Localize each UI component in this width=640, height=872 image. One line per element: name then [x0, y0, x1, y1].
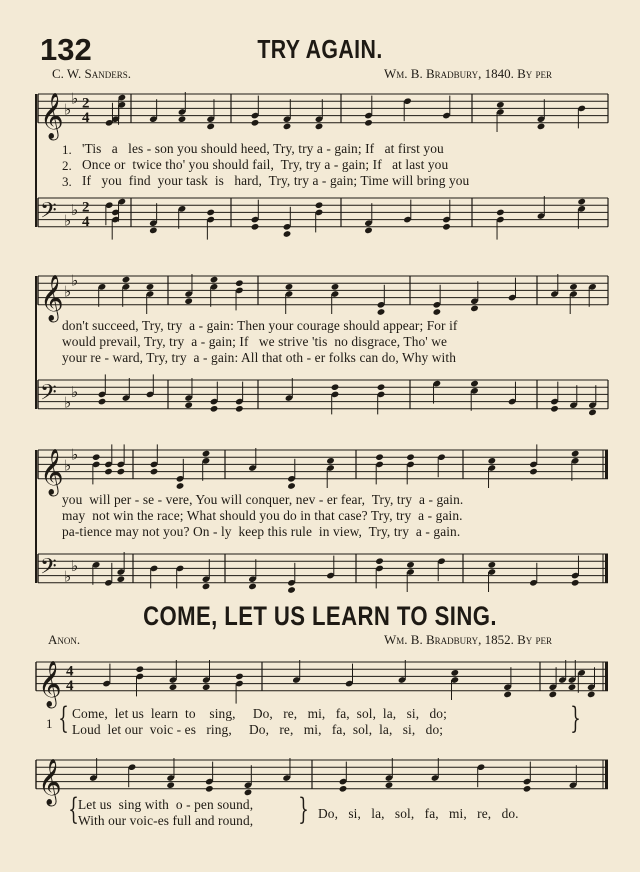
lyric-line: If you find your task is hard, Try, try a - gain; Time will bring you — [82, 173, 470, 188]
note-head — [339, 785, 348, 793]
lyric-line: would prevail, Try, try a - gain; If we strive 'tis no disgrace, Tho' we — [62, 334, 448, 349]
note-head — [283, 230, 292, 238]
note-head — [202, 683, 211, 691]
flat-icon: ♭ — [71, 556, 79, 575]
note-head — [364, 227, 373, 235]
note-head — [569, 283, 578, 291]
note-head — [577, 198, 586, 206]
note-head — [503, 691, 512, 699]
time-signature-top: 4 — [66, 663, 74, 680]
flat-icon: ♭ — [64, 211, 72, 230]
note-head — [529, 468, 538, 476]
note-head — [364, 119, 373, 127]
time-signature-bottom: 4 — [82, 213, 90, 230]
note-head — [149, 227, 158, 235]
note-head — [450, 669, 459, 677]
note-head — [184, 297, 193, 305]
note-head — [377, 308, 386, 316]
verse-label: 1 — [46, 716, 53, 731]
note-head — [550, 405, 559, 413]
verse-label-1: 1. — [62, 142, 72, 157]
note-head — [92, 453, 101, 461]
time-signature-top: 2 — [82, 95, 90, 112]
bass-clef-icon: 𝄢 — [40, 198, 57, 229]
note-head — [117, 468, 126, 476]
lyric-line: don't succeed, Try, try a - gain: Then your courage should appear; For if — [62, 318, 458, 333]
flat-icon: ♭ — [64, 456, 72, 475]
lyric-line: you will per - se - vere, You will conquer, nev - er fear, Try, try a - gain. — [62, 492, 464, 507]
note-head — [146, 283, 155, 291]
note-head — [235, 279, 244, 287]
note-head — [523, 785, 532, 793]
note-head — [135, 665, 144, 673]
note-head — [169, 683, 178, 691]
note-head — [375, 453, 384, 461]
note-head — [178, 115, 187, 123]
verse-label-3: 3. — [62, 174, 72, 189]
treble-clef-icon: 𝄞 — [40, 92, 64, 139]
note-head — [548, 691, 557, 699]
note-head — [176, 482, 185, 490]
flat-icon: ♭ — [71, 271, 79, 290]
note-head — [283, 123, 292, 131]
note-head — [202, 583, 211, 591]
note-head — [571, 579, 580, 587]
brace-left: { — [58, 701, 69, 736]
note-head — [488, 457, 497, 465]
note-head — [210, 276, 219, 284]
note-head — [331, 383, 340, 391]
flat-icon: ♭ — [64, 567, 72, 586]
note-head — [406, 561, 415, 569]
note-head — [496, 209, 505, 217]
flat-icon: ♭ — [64, 100, 72, 119]
flat-icon: ♭ — [71, 445, 79, 464]
hymn1-lyricist: C. W. Sanders. — [52, 66, 131, 81]
note-head — [571, 450, 580, 458]
note-head — [206, 209, 215, 217]
brace-right: } — [298, 792, 309, 827]
note-head — [442, 223, 451, 231]
note-head — [377, 383, 386, 391]
note-head — [326, 457, 335, 465]
page-number: 132 — [40, 32, 92, 67]
note-head — [244, 789, 253, 797]
lyric-line: Come, let us learn to sing, Do, re, mi, fa, sol, la, si, do; — [72, 706, 447, 721]
note-head — [315, 123, 324, 131]
flat-icon: ♭ — [71, 200, 79, 219]
lyric-line: Loud let our voic - es ring, Do, re, mi, fa, sol, la, si, do; — [72, 722, 444, 737]
lyric-line: may not win the race; What should you do in that case? Try, try a - gain. — [62, 508, 463, 523]
note-head — [235, 673, 244, 681]
time-signature-top: 2 — [82, 199, 90, 216]
note-head — [331, 283, 340, 291]
note-head — [235, 405, 244, 413]
note-head — [385, 781, 394, 789]
hymn1-composer: Wm. B. Bradbury, 1840. By per — [384, 66, 553, 81]
time-signature-bottom: 4 — [82, 109, 90, 126]
note-head — [470, 380, 479, 388]
bass-clef-icon: 𝄢 — [40, 554, 57, 585]
note-head — [210, 405, 219, 413]
lyric-line: your re - ward, Try, try a - gain: All that oth - er folks can do, Why with — [62, 350, 456, 365]
flat-icon: ♭ — [64, 282, 72, 301]
note-head — [315, 201, 324, 209]
treble-clef-icon: 𝄞 — [38, 758, 62, 805]
time-signature-bottom: 4 — [66, 677, 74, 694]
treble-clef-icon: 𝄞 — [40, 448, 64, 495]
note-head — [166, 781, 175, 789]
flat-icon: ♭ — [64, 393, 72, 412]
note-head — [122, 276, 131, 284]
note-head — [104, 468, 113, 476]
hymn2-composer: Wm. B. Bradbury, 1852. By per — [384, 632, 553, 647]
note-head — [285, 283, 294, 291]
note-head — [470, 305, 479, 313]
refrain-line: Do, si, la, sol, fa, mi, re, do. — [318, 806, 519, 821]
hymn2-title: COME, LET US LEARN TO SING. — [143, 601, 497, 631]
lyric-line: With our voic-es full and round, — [78, 813, 254, 828]
bass-clef-icon: 𝄢 — [40, 380, 57, 411]
treble-clef-icon: 𝄞 — [40, 274, 64, 321]
treble-clef-icon: 𝄞 — [38, 660, 62, 707]
brace-right: } — [570, 701, 581, 736]
note-head — [202, 450, 211, 458]
note-head — [406, 453, 415, 461]
note-head — [184, 401, 193, 409]
note-head — [375, 557, 384, 565]
note-head — [488, 561, 497, 569]
brace-left: { — [68, 792, 79, 827]
note-head — [150, 468, 159, 476]
verse-label-2: 2. — [62, 158, 72, 173]
hymn1-title: TRY AGAIN. — [257, 34, 383, 64]
note-head — [98, 398, 107, 406]
hymn2-lyricist: Anon. — [48, 632, 81, 647]
note-head — [537, 123, 546, 131]
lyric-line: 'Tis a les - son you should heed, Try, try a - gain; If at first you — [82, 141, 444, 156]
flat-icon: ♭ — [71, 382, 79, 401]
note-head — [251, 223, 260, 231]
lyric-line: pa-tience may not you? On - ly keep this rule in view, Try, try a - gain. — [62, 524, 461, 539]
note-head — [287, 482, 296, 490]
note-head — [287, 586, 296, 594]
lyric-line: Once or twice tho' you should fail, Try, try a - gain; If at last you — [82, 157, 449, 172]
lyric-line: Let us sing with o - pen sound, — [78, 797, 254, 812]
note-head — [568, 683, 577, 691]
note-head — [117, 575, 126, 583]
flat-icon: ♭ — [71, 89, 79, 108]
note-head — [206, 123, 215, 131]
note-head — [433, 308, 442, 316]
note-head — [587, 691, 596, 699]
note-head — [248, 583, 257, 591]
note-head — [588, 409, 597, 417]
note-head — [496, 101, 505, 109]
note-head — [205, 785, 214, 793]
note-head — [251, 119, 260, 127]
